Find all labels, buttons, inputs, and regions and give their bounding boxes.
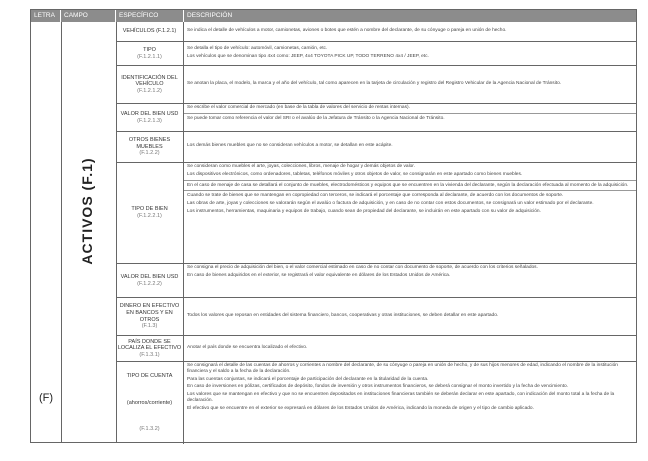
descripcion-cell [184, 362, 636, 444]
descripcion-text: Anotar el país donde se encuentra localizado el efectivo. [187, 344, 308, 350]
table-row [116, 336, 636, 362]
table-row [116, 66, 636, 104]
descripcion-text: Para las cuentas conjuntas, se indicará el porcentaje de participación del declarante en la titularidad de la cuenta. [187, 376, 429, 382]
descripcion-cell [184, 66, 636, 103]
document-table [30, 9, 637, 443]
especifico-label: OTROS BIENES MUEBLES [128, 137, 171, 150]
letra-value: (F) [38, 392, 54, 404]
descripcion-cell [184, 42, 636, 65]
descripcion-cell [184, 298, 636, 335]
especifico-code: (F.1.2.1.3) [137, 117, 162, 124]
descripcion-text: En caso de bienes adquiridos en el exterior, se registrará el valor equivalente en dólares de los Estados Unidos de América. [187, 272, 451, 278]
especifico-label: VEHÍCULOS (F.1.2.1) [122, 28, 177, 35]
especifico-label: (ahorros/corriente) [126, 399, 173, 406]
descripcion-text: Se consignará el detalle de las cuentas de ahorros y corrientes a nombre del declarante, de su cónyuge o pareja en unión de hecho, y de sus hijos menores de edad, indicando el nombre de la institución financiera y el saldo a la fecha de la declaración. [187, 363, 618, 374]
table-row [116, 22, 636, 42]
especifico-label: TIPO DE BIEN [131, 206, 168, 213]
especifico-code: (F.1.2.1.1) [137, 53, 162, 60]
especifico-label: PAÍS DONDE SE LOCALIZA EL EFECTIVO [117, 338, 182, 352]
header-campo: CAMPO [61, 10, 116, 22]
especifico-label: DINERO EN EFECTIVO EN BANCOS Y EN OTROS [119, 303, 180, 323]
especifico-label: TIPO [143, 46, 156, 53]
especifico-label: VALOR DEL BIEN USD [120, 273, 179, 280]
descripcion-text: Cuando se trate de bienes que se mantengan en copropiedad con terceros, se indicará el porcentaje que corresponda al declarante, de acuerdo con los documentos de soporte. [187, 193, 564, 199]
descripcion-cell [184, 264, 636, 297]
table-row [116, 163, 636, 264]
especifico-cell [116, 163, 184, 263]
especifico-cell [116, 336, 184, 361]
row-divider [184, 180, 636, 181]
descripcion-cell [184, 104, 636, 131]
descripcion-cell [184, 22, 636, 41]
descripcion-text: Los valores que se mantengan en efectivo y que no se encuentren depositados en instituciones financieras también se deberán declarar en este apartado, con indicación del monto total a la fecha de la declaración. [187, 392, 615, 403]
table-row [116, 298, 636, 336]
descripcion-cell [184, 163, 636, 263]
table-row [116, 104, 636, 132]
especifico-label: IDENTIFICACIÓN DEL VEHÍCULO [121, 74, 178, 88]
especifico-cell [116, 298, 184, 335]
descripcion-text: Se consigna el precio de adquisición del bien, o el valor comercial estimado en caso de no contar con documento de soporte, de acuerdo con los criterios señalados. [187, 265, 538, 270]
table-row [116, 264, 636, 298]
especifico-cell [116, 42, 184, 65]
header-descripcion: DESCRIPCIÓN [184, 10, 636, 22]
descripcion-text: Se consideran como muebles el arte, joyas, colecciones, libros, menaje de hogar y demás objetos de valor. [187, 164, 415, 169]
descripcion-text: Se indica el detalle de vehículos a motor, camionetas, aviones o botes que estén a nombre del declarante, de su cónyuge o pareja en unión de hecho. [187, 27, 507, 33]
table-row [116, 42, 636, 66]
row-divider [184, 190, 636, 191]
especifico-cell [116, 22, 184, 41]
especifico-cell [116, 264, 184, 297]
descripcion-text: Los dispositivos electrónicos, como ordenadores, tabletas, teléfonos móviles y otros objetos de valor, se consignarán en este apartado como bienes muebles. [187, 171, 523, 177]
especifico-cell [116, 104, 184, 131]
especifico-code: (F.1.2.2.1) [137, 213, 162, 219]
row-divider [184, 113, 636, 114]
especifico-code: (F.1.2.2.2) [137, 280, 162, 287]
especifico-cell [116, 66, 184, 103]
descripcion-text: Se anotan la placa, el modelo, la marca y el año del vehículo, tal como aparecen en la tarjeta de circulación y registro del Registro Vehicular de la Agencia Nacional de Tránsito. [187, 80, 562, 86]
especifico-code: (F.1.3.2) [139, 426, 160, 433]
especifico-code: (F.1.2.1.2) [137, 87, 162, 94]
descripcion-text: Los instrumentos, herramientas, maquinaria y equipos de trabajo, cuando sean de propiedad del declarante, se incluirán en este apartado con su valor de adquisición. [187, 208, 541, 214]
descripcion-text: Todos los valores que reposan en entidades del sistema financiero, bancos, cooperativas y otras instituciones, se deben detallar en este apartado. [187, 312, 499, 318]
descripcion-cell [184, 132, 636, 162]
table-row [116, 362, 636, 444]
header-letra: LETRA [31, 10, 61, 22]
descripcion-cell [184, 336, 636, 361]
especifico-code: (F.1.3.1) [139, 351, 160, 358]
descripcion-text: En el caso de menaje de casa se detallará el conjunto de muebles, electrodomésticos y equipos que se encuentren en la vivienda del declarante, según la declaración efectuada al momento de la adquisición. [187, 182, 629, 188]
campo-value: ACTIVOS (F.1) [79, 157, 95, 265]
header-especifico: ESPECÍFICO [116, 10, 184, 22]
table-row [116, 132, 636, 163]
especifico-cell [116, 362, 184, 444]
letra-column [31, 22, 62, 442]
descripcion-text: Las obras de arte, joyas y colecciones se valorarán según el avalúo o factura de adquisición, y en caso de no contar con estos documentos, se consignará un valor estimado por el declarante. [187, 201, 594, 207]
descripcion-text: Se escribe el valor comercial de mercado (en base de la tabla de valores del servicio de rentas internas). [187, 105, 410, 110]
descripcion-text: Se detalla el tipo de vehículo: automóvil, camionetas, camión, etc. [187, 45, 328, 51]
descripcion-text: Los demás bienes muebles que no se consideran vehículos a motor, se detallan en este acápite. [187, 143, 393, 149]
especifico-label: VALOR DEL BIEN USD [120, 110, 179, 117]
campo-column [61, 22, 117, 442]
especifico-code: (F.1.2.2) [139, 150, 160, 157]
descripcion-text: Los vehículos que se denominan tipo 4x4 como: JEEP, 4x4 TOYOTA PICK UP, TODO TERRENO 4x4 / JEEP, etc. [187, 53, 429, 59]
descripcion-text: El efectivo que se encuentre en el exterior se expresará en dólares de los Estados Unidos de América, indicando la moneda de origen y el tipo de cambio aplicado. [187, 405, 534, 411]
especifico-cell [116, 132, 184, 162]
descripcion-text: En caso de inversiones en pólizas, certificados de depósito, fondos de inversión y otros instrumentos financieros, se deberá consignar el monto invertido y la fecha de vencimiento. [187, 384, 569, 390]
especifico-label: TIPO DE CUENTA [126, 373, 173, 380]
descripcion-text: Se puede tomar como referencia el valor del SRI o el avalúo de la Jefatura de Tránsito o la Agencia Nacional de Tránsito. [187, 115, 445, 121]
especifico-code: (F.1.3) [141, 323, 158, 330]
